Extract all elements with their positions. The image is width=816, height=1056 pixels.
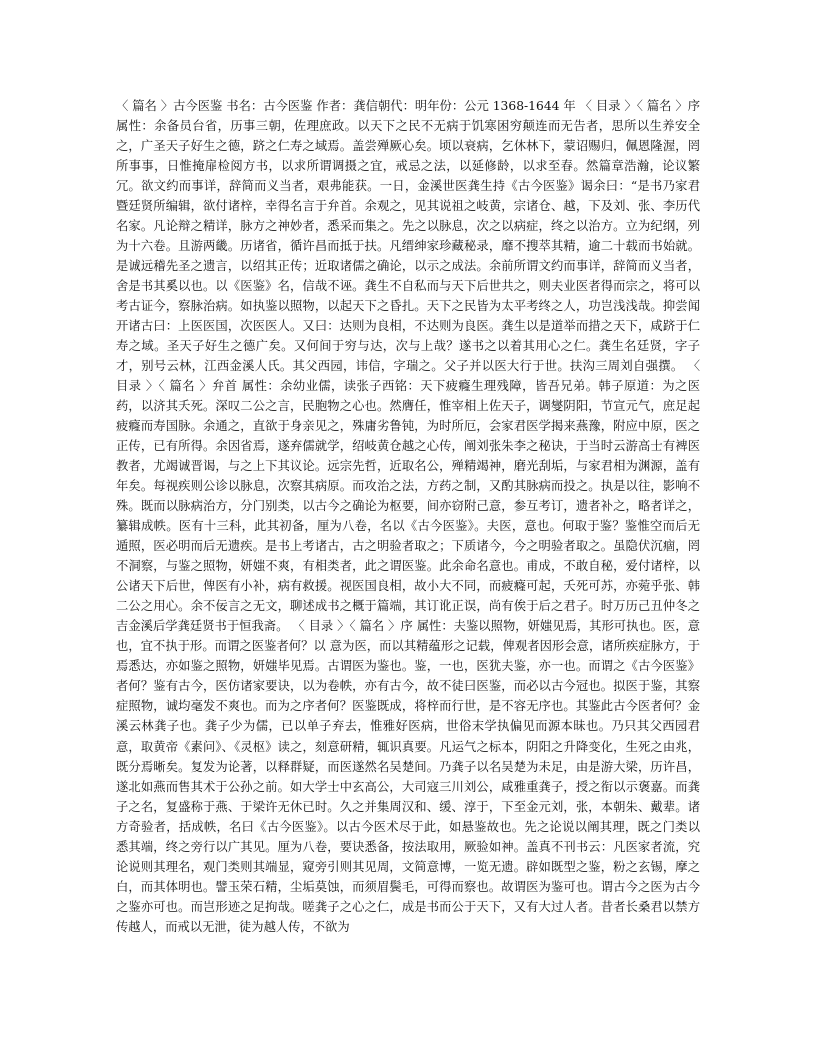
document-body-text: 〈 篇名 〉古今医鉴 书名：古今医鉴 作者：龚信朝代：明年份：公元 1368-1644 年 〈 目录 〉〈 篇名 〉序 属性：余备员台省，历事三朝，佐理庶政。以天下之民不无病于饥寒困穷颠连而无告者，思所以生养安全之，广圣天子好生之德，跻之仁寿之域焉。盖尝殚厥心矣。顷以衰病，乞休林下，蒙诏赐归，佩恩隆渥，罔所事事，日惟掩扉检阅方书，以求所谓调摄之宜，戒忌之法，以延修龄，以求至春。然篇章浩瀚，论议繁冗。欲文约而事详，辞简而义当者，艰弗能获。一日，金溪世医龚生持《古今医鉴》谒余曰：“是书乃家君暨廷贤所编辑，欲付诸梓，幸得名言于弁首。余观之，见其说祖之岐黄，宗诸仓、越，下及刘、张、李历代名家。凡论辩之精详，脉方之神妙者，悉采而集之。先之以脉息，次之以病症，终之以治方。立为纪纲，列为十六卷。且游两畿。历诸省，循许昌而抵于扶。凡缙绅家珍藏秘录，靡不搜萃其精，逾二十载而书始就。是诚远稽先圣之遗言，以绍其正传；近取诸儒之确论，以示之成法。余前所谓文约而事详，辞简而义当者，舍是书其奚以也。以《医鉴》名，信哉不诬。龚生不自私而与天下后世共之，则夫业医者得而宗之，将可以考古证今，察脉治病。如执鉴以照物，以起天下之昏扎。天下之民皆为太平考终之人，功岂浅浅哉。抑尝闻开诸古曰：上医医国，次医医人。又曰：达则为良相，不达则为良医。龚生以是道举而措之天下，咸跻于仁寿之域。圣天子好生之德广矣。又何间于穷与达，次与上哉？遂书之以着其用心之仁。龚生名廷贤，字子才，别号云林，江西金溪人氏。其父西园，讳信，字瑞之。父子并以医大行于世。扶沟三周刘自强撰。 〈 目录 〉〈 篇名 〉弁首 属性：余幼业儒，读张子西铭：天下疲癃生理残障，皆吾兄弟。韩子原道：为之医药，以济其夭死。深叹二公之言，民胞物之心也。然膺任，惟宰相上佐天子，调燮阴阳，节宣元气，庶足起疲癃而寿国脉。余通之，直欲于身亲见之，殊庸劣鲁钝，为时所厄，会家君医学揭来燕豫，附应中原，医之正传，已有所得。余因省焉，遂弃儒就学，绍岐黄仓越之心传，阐刘张朱李之秘诀，于当时云游高士有裨医教者，尤竭诚晋谒，与之上下其议论。远宗先哲，近取名公，殚精竭神，磨光刮垢，与家君相为渊源，盖有年矣。每视疾则公诊以脉息，次察其病原。而攻治之法，方药之制，又酌其脉病而投之。执是以往，影响不殊。既而以脉病治方，分门别类，以古今之确论为枢要，间亦窃附己意，参互考订，遗者补之，略者详之，纂辑成帙。医有十三科，此其初备，厘为八卷，名以《古今医鉴》。夫医，意也。何取于鉴？鉴惟空而后无遁照，医必明而后无遗疾。是书上考诸古，古之明验者取之；下质诸今，今之明验者取之。虽隐伏沉痼，罔不洞察，与鉴之照物，妍媸不爽，有相类者，此之谓医鉴。此余命名意也。甫成，不敢自秘，爱付诸梓，以公诸天下后世，俾医有小补，病有救援。视医国良相，故小大不同，而疲癃可起，夭死可苏，亦菀乎张、韩二公之用心。余不佞言之无文，聊述成书之概于篇端，其订讹正误，尚有俟于后之君子。时万历己丑仲冬之吉金溪后学龚廷贤书于恒我斋。 〈 目录 〉〈 篇名 〉序 属性：夫鉴以照物，妍媸见焉，其形可执也。医，意也，宜不执于形。而谓之医鉴者何？以 意为医，而以其精蕴形之记载，俾观者因形会意，诸所疾症脉方，于焉悉达，亦如鉴之照物，妍媸毕见焉。古谓医为鉴也。鉴，一也，医犹夫鉴，亦一也。而谓之《古今医鉴》者何？鉴有古今，医仿诸家要诀，以为卷帙，亦有古今，故不徒曰医鉴，而必以古今冠也。拟医于鉴，其察症照物，诚均毫发不爽也。而为之序者何？医鉴既成，将梓而行世，是不容无序也。其鉴此古今医者何？金溪云林龚子也。龚子少为儒，已以单子弃去，惟雅好医病，世俗末学执偏见而源本昧也。乃只其父西园君意，取黄帝《素问》、《灵枢》读之，刻意研精，辄识真要。凡运气之标本，阴阳之升降变化，生死之由兆，既分焉晰矣。复发为论著，以释群疑，而医遂然名吴楚间。乃龚子以名吴楚为未足，由是游大梁，历许昌，遂北如燕而售其术于公孙之前。如大学士中玄高公，大司寇三川刘公，咸雅重龚子，授之衔以示褒嘉。而龚子之名，复盛称于燕、于梁许无休已时。久之并集周汉和、缓、淳于，下至金元刘，张，本朝朱、戴辈。诸方奇验者，括成帙，名曰《古今医鉴》。以古今医术尽于此，如悬鉴故也。先之论说以阐其理，既之门类以悉其端，终之旁行以广其见。厘为八卷，要诀悉备，按法取用，厥验如神。盖真不刊书云：凡医家者流，究论说则其理名，观门类则其端显，窥旁引则其见周，文简意博，一览无遗。辟如既型之鉴，粉之玄锡，摩之白，而其体明也。譬玉荣石精，尘垢莫蚀，而须眉鬓毛，可得而察也。故谓医为鉴可也。谓古今之医为古今之鉴亦可也。而岂形迹之足拘哉。嗟龚子之心之仁，成是书而公于天下，又有大过人者。昔者长桑君以禁方传越人，而戒以无泄，徒为越人传，不欲为 <box>116 99 700 934</box>
document-page <box>116 96 700 937</box>
